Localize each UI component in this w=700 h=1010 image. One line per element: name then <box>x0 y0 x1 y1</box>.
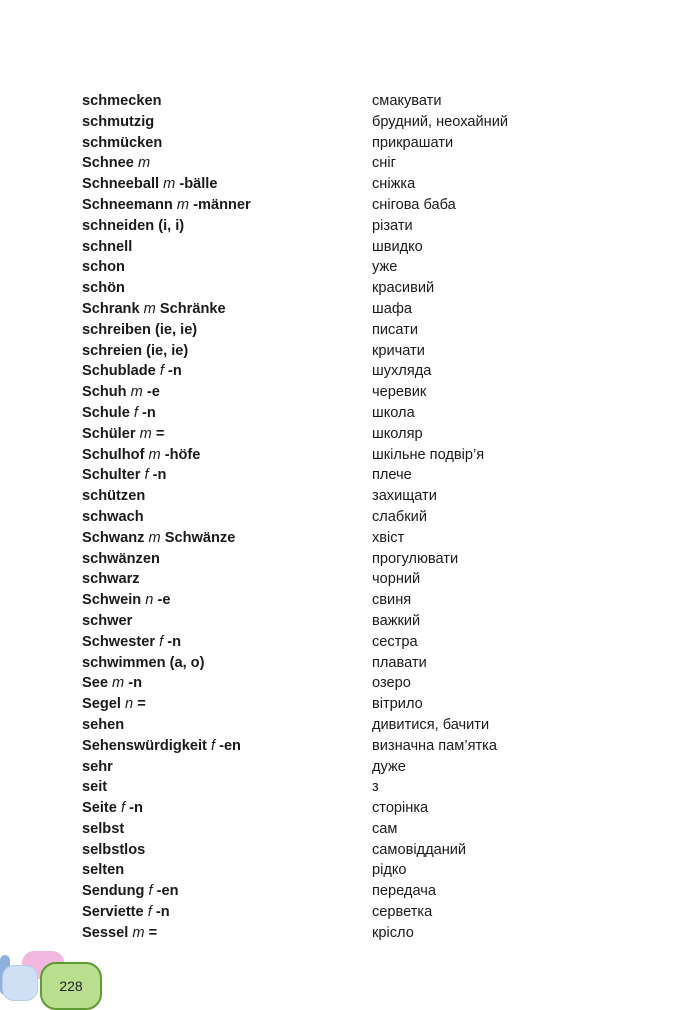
ukrainian-translation: брудний, неохайний <box>372 113 509 130</box>
gender-marker: f <box>159 633 164 650</box>
dictionary-entry <box>82 153 682 174</box>
plural-form: = <box>155 425 165 442</box>
dictionary-entry <box>82 445 682 466</box>
ukrainian-translation: вітрило <box>372 696 423 713</box>
headword: schneiden (i, i) <box>82 217 185 234</box>
german-word <box>82 341 372 362</box>
headword: Segel <box>82 696 121 713</box>
dictionary-entry <box>82 840 682 861</box>
dictionary-entry <box>82 424 682 445</box>
ukrainian-translation: дуже <box>372 758 406 775</box>
ukrainian-translation: крісло <box>372 924 414 941</box>
dictionary-entry <box>82 195 682 216</box>
dictionary-entry <box>82 881 682 902</box>
german-word <box>82 299 372 320</box>
dictionary-entry <box>82 757 682 778</box>
dictionary-entry <box>82 860 682 881</box>
dictionary-entry <box>82 528 682 549</box>
gender-marker: m <box>143 300 156 317</box>
plural-form: -bälle <box>179 176 218 193</box>
german-word <box>82 736 372 757</box>
headword: Seite <box>82 800 117 817</box>
ukrainian-translation: швидко <box>372 238 423 255</box>
plural-form: -n <box>129 800 143 817</box>
dictionary-entry <box>82 133 682 154</box>
ukrainian-translation: школяр <box>372 425 423 442</box>
plural-form: -n <box>155 904 170 921</box>
ukrainian-translation: сніг <box>372 155 396 172</box>
ukrainian-translation: снігова баба <box>372 196 456 213</box>
plural-form: -n <box>128 675 143 692</box>
plural-form: -höfe <box>164 446 201 463</box>
dictionary-entry <box>82 798 682 819</box>
ukrainian-translation: кричати <box>372 342 425 359</box>
gender-marker: f <box>148 883 153 900</box>
gender-marker: n <box>125 696 134 713</box>
german-word <box>82 174 372 195</box>
german-word <box>82 653 372 674</box>
headword: Schulhof <box>82 446 145 463</box>
headword: Schuh <box>82 384 127 401</box>
german-word <box>82 881 372 902</box>
ukrainian-translation: сніжка <box>372 176 416 193</box>
german-word <box>82 860 372 881</box>
gender-marker: f <box>133 404 138 421</box>
german-word <box>82 91 372 112</box>
ukrainian-translation: хвіст <box>372 529 405 546</box>
dictionary-entry <box>82 382 682 403</box>
dictionary-entry <box>82 507 682 528</box>
headword: schmücken <box>82 134 163 151</box>
gender-marker: f <box>210 737 216 754</box>
plural-form: -e <box>146 384 160 401</box>
headword: Schneeball <box>82 176 160 193</box>
german-word <box>82 361 372 382</box>
german-word <box>82 112 372 133</box>
ukrainian-translation: захищати <box>372 488 437 505</box>
headword: schwer <box>82 612 133 629</box>
dictionary-entry <box>82 112 682 133</box>
headword: Schwester <box>82 633 156 650</box>
gender-marker: f <box>120 800 126 817</box>
dictionary-entry <box>82 278 682 299</box>
german-word <box>82 798 372 819</box>
dictionary-entry <box>82 465 682 486</box>
german-word <box>82 445 372 466</box>
ukrainian-translation: шафа <box>372 300 412 317</box>
german-word <box>82 278 372 299</box>
ukrainian-translation: писати <box>372 321 418 338</box>
german-word <box>82 528 372 549</box>
headword: schützen <box>82 488 146 505</box>
headword: schwach <box>82 508 144 525</box>
dictionary-entry <box>82 320 682 341</box>
gender-marker: m <box>148 446 161 463</box>
gender-marker: f <box>144 467 149 484</box>
dictionary-entry <box>82 902 682 923</box>
plural-form: Schränke <box>159 300 226 317</box>
german-word <box>82 590 372 611</box>
dictionary-entry <box>82 777 682 798</box>
headword: schmutzig <box>82 113 155 130</box>
ukrainian-translation: свиня <box>372 592 412 609</box>
decorative-blue-shape <box>2 965 38 1001</box>
german-word <box>82 757 372 778</box>
dictionary-entry <box>82 91 682 112</box>
dictionary-entry <box>82 174 682 195</box>
plural-form: Schwänze <box>164 529 236 546</box>
gender-marker: m <box>137 155 151 172</box>
plural-form: -n <box>167 363 182 380</box>
german-word <box>82 777 372 798</box>
dictionary-entry <box>82 819 682 840</box>
ukrainian-translation: серветка <box>372 904 433 921</box>
vocabulary-list <box>82 91 682 944</box>
headword: selbst <box>82 820 125 837</box>
headword: schwarz <box>82 571 140 588</box>
ukrainian-translation: чорний <box>372 571 421 588</box>
plural-form: -en <box>156 883 179 900</box>
dictionary-entry <box>82 569 682 590</box>
dictionary-entry <box>82 257 682 278</box>
ukrainian-translation: плавати <box>372 654 427 671</box>
dictionary-entry <box>82 237 682 258</box>
gender-marker: m <box>132 924 145 941</box>
ukrainian-translation: сторінка <box>372 800 429 817</box>
german-word <box>82 382 372 403</box>
headword: schreien (ie, ie) <box>82 342 189 359</box>
german-word <box>82 507 372 528</box>
german-word <box>82 237 372 258</box>
german-word <box>82 819 372 840</box>
plural-form: -n <box>142 404 156 421</box>
gender-marker: m <box>112 675 125 692</box>
german-word <box>82 673 372 694</box>
headword: sehen <box>82 716 125 733</box>
plural-form: = <box>148 924 158 941</box>
dictionary-entry <box>82 216 682 237</box>
headword: schmecken <box>82 93 162 109</box>
headword: schon <box>82 259 125 276</box>
page-footer-decoration <box>0 935 140 1009</box>
plural-form: -en <box>219 737 241 754</box>
ukrainian-translation: передача <box>372 883 436 900</box>
headword: Schublade <box>82 363 156 380</box>
headword: schwimmen (a, o) <box>82 654 205 671</box>
headword: Schüler <box>82 425 136 442</box>
dictionary-entry <box>82 549 682 570</box>
german-word <box>82 465 372 486</box>
dictionary-entry <box>82 736 682 757</box>
headword: Schwein <box>82 592 142 609</box>
gender-marker: m <box>148 529 161 546</box>
headword: Schwanz <box>82 529 145 546</box>
ukrainian-translation: прикрашати <box>372 134 454 151</box>
dictionary-entry <box>82 673 682 694</box>
headword: See <box>82 675 108 692</box>
dictionary-entry <box>82 299 682 320</box>
dictionary-entry <box>82 486 682 507</box>
ukrainian-translation: важкий <box>372 612 421 629</box>
headword: Schrank <box>82 300 140 317</box>
ukrainian-translation: слабкий <box>372 508 427 525</box>
headword: schnell <box>82 238 133 255</box>
headword: Schule <box>82 404 130 421</box>
headword: Sehenswürdigkeit <box>82 737 207 754</box>
plural-form: = <box>137 696 146 713</box>
headword: seit <box>82 779 108 796</box>
ukrainian-translation: з <box>372 779 379 796</box>
german-word <box>82 320 372 341</box>
ukrainian-translation: шкільне подвір’я <box>372 446 485 463</box>
gender-marker: m <box>130 384 143 401</box>
german-word <box>82 195 372 216</box>
dictionary-entry <box>82 653 682 674</box>
ukrainian-translation: визначна пам’ятка <box>372 737 497 754</box>
ukrainian-translation: красивий <box>372 280 435 297</box>
plural-form: -n <box>152 467 167 484</box>
headword: Sessel <box>82 924 129 941</box>
dictionary-entry <box>82 361 682 382</box>
german-word <box>82 257 372 278</box>
headword: Serviette <box>82 904 144 921</box>
ukrainian-translation: плече <box>372 467 412 484</box>
german-word <box>82 424 372 445</box>
page-number: 228 <box>40 962 102 1010</box>
german-word <box>82 569 372 590</box>
dictionary-entry <box>82 632 682 653</box>
german-word <box>82 486 372 507</box>
german-word <box>82 840 372 861</box>
headword: Schulter <box>82 467 141 484</box>
dictionary-entry <box>82 694 682 715</box>
plural-form: -männer <box>193 196 251 213</box>
headword: sehr <box>82 758 113 775</box>
ukrainian-translation: уже <box>372 259 398 276</box>
dictionary-entry <box>82 341 682 362</box>
gender-marker: f <box>147 904 152 921</box>
ukrainian-translation: сам <box>372 820 398 837</box>
gender-marker: n <box>145 592 154 609</box>
headword: schreiben (ie, ie) <box>82 321 198 338</box>
ukrainian-translation: дивитися, бачити <box>372 716 490 733</box>
german-word <box>82 403 372 424</box>
dictionary-entry <box>82 590 682 611</box>
german-word <box>82 216 372 237</box>
ukrainian-translation: різати <box>372 217 413 234</box>
ukrainian-translation: сестра <box>372 633 418 650</box>
german-word <box>82 133 372 154</box>
german-word <box>82 715 372 736</box>
ukrainian-translation: озеро <box>372 675 411 692</box>
german-word <box>82 549 372 570</box>
dictionary-entry <box>82 923 682 944</box>
ukrainian-translation: шухляда <box>372 363 432 380</box>
gender-marker: f <box>159 363 164 380</box>
headword: schön <box>82 280 125 297</box>
german-word <box>82 632 372 653</box>
ukrainian-translation: прогулювати <box>372 550 459 567</box>
gender-marker: m <box>163 176 176 193</box>
gender-marker: m <box>176 196 190 213</box>
plural-form: -e <box>157 592 171 609</box>
gender-marker: m <box>139 425 152 442</box>
german-word <box>82 611 372 632</box>
ukrainian-translation: черевик <box>372 384 427 401</box>
german-word <box>82 694 372 715</box>
ukrainian-translation: школа <box>372 404 415 421</box>
headword: selten <box>82 862 125 879</box>
plural-form: -n <box>167 633 181 650</box>
headword: Schneemann <box>82 196 173 213</box>
dictionary-entry <box>82 403 682 424</box>
headword: Schnee <box>82 155 134 172</box>
ukrainian-translation: самовідданий <box>372 841 467 858</box>
dictionary-entry <box>82 715 682 736</box>
ukrainian-translation: смакувати <box>372 93 442 109</box>
headword: schwänzen <box>82 550 160 567</box>
dictionary-entry <box>82 611 682 632</box>
headword: selbstlos <box>82 841 146 858</box>
german-word <box>82 902 372 923</box>
ukrainian-translation: рідко <box>372 862 407 879</box>
german-word <box>82 153 372 174</box>
headword: Sendung <box>82 883 145 900</box>
